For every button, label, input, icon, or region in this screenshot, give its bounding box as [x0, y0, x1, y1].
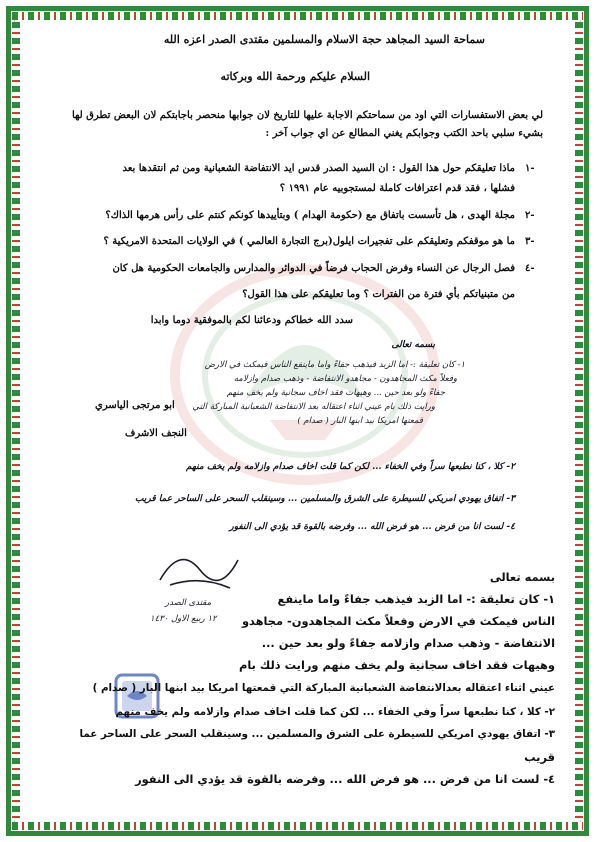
typed-basmala: بسمه تعالى: [489, 570, 555, 584]
handwritten-line: قمعتها امريكا بيد ابنها البار ( صدام ): [297, 416, 423, 426]
sender-name: ابو مرتجى الياسري: [95, 400, 175, 411]
addressee-line: سماحة السيد المجاهد حجة الاسلام والمسلمين مقتدى الصدر اعزه الله: [163, 33, 485, 46]
handwritten-answer-4: ٤- لست انا من فرض ... هو فرض الله ... وفرضه بالقوة قد يؤدي الى النفور: [229, 522, 515, 532]
intro-line-2: بشيء سلبي باحد الكتب وجوابكم يغني المطالع عن اي جواب آخر :: [265, 128, 543, 139]
handwritten-basmala: بسمه تعالى: [391, 340, 435, 350]
question-number: ٣-: [525, 236, 535, 247]
question-4-line-2: من متبنياتكم بأي فترة من الفترات ؟ وما تعليقكم على هذا القول؟: [242, 289, 515, 300]
handwritten-answer-2: ٢- كلا ، كنا نطبعها سراً وفي الخفاء ... لكن كما قلت اخاف صدام وازلامه ولم يخف منهم: [186, 462, 515, 472]
handwritten-line: ورايت ذلك بام عيني اثناء اعتقاله بعد الانتفاضة الشعبانية المباركة التي: [192, 402, 435, 412]
typed-line: ١- كان تعليقة :- اما الزبد فيذهب جفاءً واما ماينفع: [277, 592, 555, 606]
question-1-line-1: ماذا تعليقكم حول هذا القول : ان السيد الصدر قدس ايد الانتفاضة الشعبانية ومن ثم انتقدها بعد: [122, 163, 515, 174]
signature-scribble-icon: [150, 540, 246, 600]
signature-date: ١٢ ربيع الاول ١٤٣٠: [150, 614, 217, 624]
sender-city: النجف الاشرف: [125, 428, 187, 439]
typed-line: ٤- لست انا من فرض ... هو فرض الله ... وفرضه بالقوة قد يؤدي الى النفور: [135, 772, 555, 786]
handwritten-line: وفعلاً مكث المجاهدون - مجاهدو الانتفاضة - وذهب صدام وازلامه: [233, 374, 457, 384]
question-1-line-2: فشلها ، فقد قدم اعترافات كاملة لمستجوبيه عام ١٩٩١ ؟: [279, 183, 515, 194]
typed-line: قريب: [524, 750, 555, 764]
border-pattern-left: [12, 22, 20, 820]
handwritten-answer-3: ٣- اتفاق يهودي امريكي للسيطرة على الشرق والمسلمين ... وسينقلب السحر على الساحر عما قريب: [135, 494, 515, 504]
intro-line-1: لي بعض الاستفسارات التي اود من سماحتكم الاجابة عليها للتاريخ لان جوابها منحصر باجابتكم لان البعض تطرق لها: [71, 110, 543, 121]
question-number: ٢-: [525, 210, 535, 221]
closing-line: سدد الله خطاكم ودعائنا لكم بالموفقية دوما وابدا: [150, 315, 353, 326]
signature-name: مقتدى الصدر: [165, 598, 212, 608]
question-2-line-1: مجلة الهدى ، هل تأسست باتفاق مع (حكومة الهدام ) وبتأييدها كونكم كنتم على رأس هرمها الذاك؟: [105, 210, 515, 221]
border-pattern-right: [575, 22, 583, 820]
watermark-emblem-icon: [150, 250, 460, 490]
typed-line: الناس فيمكث في الارض وفعلاً مكث المجاهدون- مجاهدو: [241, 614, 555, 628]
question-number: ١-: [525, 163, 535, 174]
question-4-line-1: فصل الرجال عن النساء وفرض الحجاب فرضاً في الدوائر والمدارس والجامعات الحكومية هل كان: [112, 263, 515, 274]
typed-line: وهيهات فقد اخاف سجانية ولم يخف منهم ورايت ذلك بام: [239, 658, 555, 672]
border-pattern-top: [12, 12, 583, 20]
handwritten-line: جفاءً ولو بعد حين ... وهيهات فقد اخاف سجانية ولم يخف منهم: [226, 388, 445, 398]
typed-line: ٣- اتفاق يهودي امريكي للسيطرة على الشرق والمسلمين ... وسينقلب السحر على الساحر عما: [79, 728, 555, 740]
greeting-line: السلام عليكم ورحمة الله وبركاته: [220, 70, 370, 83]
question-number: ٤-: [525, 263, 535, 274]
handwritten-line: ١- كان تعليقة :- اما الزبد فيذهب جفاءً واما ماينفع الناس فيمكث في الارض: [204, 360, 465, 370]
typed-line: عيني اثناء اعتقاله بعدالانتفاضة الشعبانية المباركة التي قمعتها امريكا بيد ابنها البار ( صدام ): [92, 682, 555, 694]
question-3-line-1: ما هو موقفكم وتعليقكم على تفجيرات ايلول(برج التجارة العالمي ) في الولايات المتحدة الامريكية ؟: [103, 236, 515, 247]
typed-line: الانتفاضة - وذهب صدام وازلامه جفاءً ولو بعد حين ...: [261, 636, 555, 650]
border-pattern-bottom: [12, 822, 583, 830]
typed-line: ٢- كلا ، كنا نطبعها سراً وفي الخفاء ... لكن كما قلت اخاف صدام وازلامه ولم يخف منهم: [115, 706, 555, 718]
